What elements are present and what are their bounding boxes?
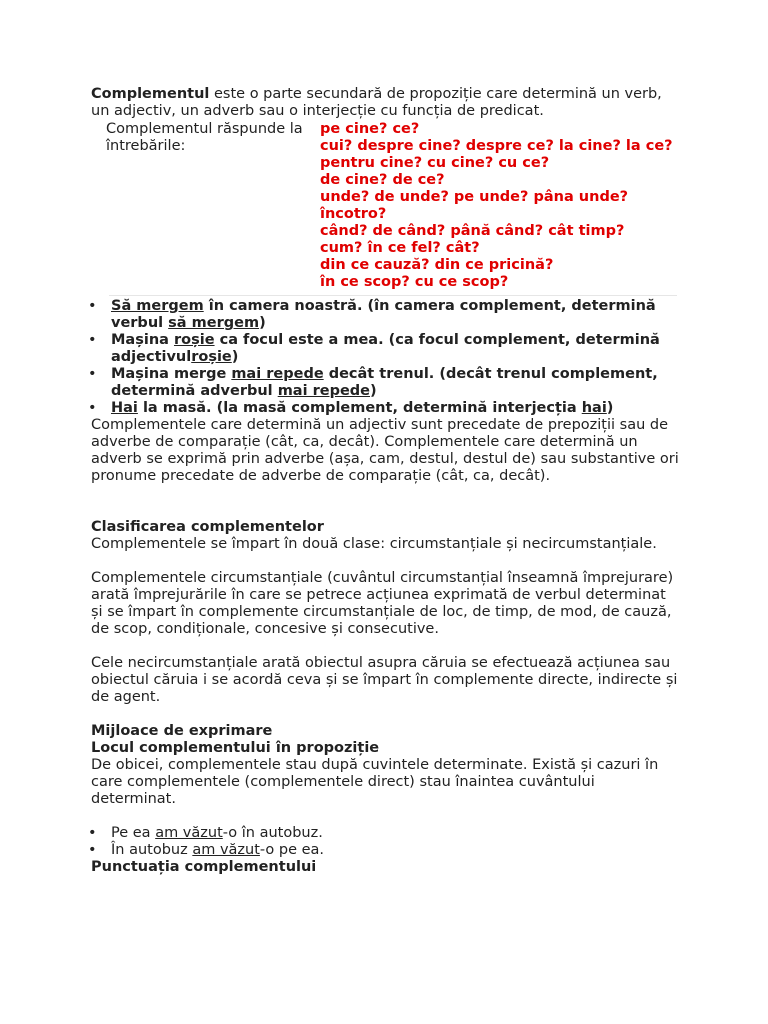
example-text: Mașina merge [111, 366, 232, 382]
example-text: în camera noastră. (în camera complement, determină verbul [111, 298, 656, 331]
example-text: ) [606, 400, 614, 416]
location-heading: Locul complementului în propoziție [91, 740, 380, 756]
bullet-icon: • [88, 842, 97, 858]
list-item [88, 298, 681, 332]
section-heading [91, 519, 681, 536]
paragraph: Complementele circumstanțiale (cuvântul circumstanțial înseamnă împrejurare) arată împrejurările în care se petrece acțiunea exprimată de verbul determinat și se împart în complemente circumstanțiale de loc, de timp, de mod, de cauză, de scop, condiționale, concesive și consecutive. [91, 570, 674, 637]
questions-table [91, 121, 681, 291]
punctuation-heading: Punctuația complementului [91, 859, 317, 875]
example-text: -o în autobuz. [222, 825, 323, 841]
example-text: la masă. (la masă complement, determină interjecția [137, 400, 582, 416]
example-text: ) [259, 315, 266, 331]
intro-term: Complementul [91, 86, 210, 102]
example-text: decât trenul. (decât trenul complement, determină adverbul [111, 366, 658, 399]
example-text: ) [370, 383, 377, 399]
underlined-word: Hai [111, 400, 138, 416]
questions-list [320, 121, 681, 291]
list-item [88, 825, 681, 842]
underlined-word: mai repede [277, 383, 371, 399]
underlined-word: Să mergem [111, 298, 204, 314]
question-item: cum? în ce fel? cât? [320, 240, 480, 256]
bullet-icon: • [88, 825, 97, 841]
underlined-word: am văzut [155, 825, 223, 841]
example-text: În autobuz [111, 842, 193, 858]
intro-paragraph [91, 86, 681, 120]
list-item [88, 842, 681, 859]
adverbs-paragraph: Complementele care determină un adjectiv sunt precedate de prepoziții sau de adverbe de comparație (cât, ca, decât). Complementele care determină un adverb se exprimă prin adverbe (așa, cam, destul, destul de) sau substantive ori pronume precedate de adverbe de comparație (cât, ca, decât). [91, 417, 679, 484]
example-text: Pe ea [111, 825, 156, 841]
section-subheading [91, 740, 681, 757]
paragraph: De obicei, complementele stau după cuvintele determinate. Există și cazuri în care complementele (complementele direct) stau înaintea cuvântului determinat. [91, 757, 659, 807]
bullet-icon: • [88, 400, 97, 416]
example-text: -o pe ea. [259, 842, 325, 858]
question-item: când? de când? până când? cât timp? [320, 223, 625, 239]
examples-list [88, 298, 681, 417]
underlined-word: mai repede [231, 366, 324, 382]
section-heading [91, 859, 681, 876]
question-item: din ce cauză? din ce pricină? [320, 257, 554, 273]
location-examples-list [88, 825, 681, 859]
question-item: de cine? de ce? [320, 172, 445, 188]
paragraph: Cele necircumstanțiale arată obiectul asupra căruia se efectuează acțiunea sau obiectul căruia i se acordă ceva și se împart în complemente directe, indirecte și de agent. [91, 655, 678, 705]
list-item [88, 366, 681, 400]
underlined-word: am văzut [192, 842, 260, 858]
questions-label: Complementul răspunde la întrebările: [106, 121, 303, 154]
document-body [88, 86, 681, 876]
example-text: ) [231, 349, 239, 365]
section-heading [91, 723, 681, 740]
underlined-word: roșie [173, 332, 215, 348]
example-text: Mașina [111, 332, 174, 348]
question-item: unde? de unde? pe unde? pâna unde? încotro? [320, 189, 629, 222]
question-item: pe cine? ce? [320, 121, 420, 137]
classification-heading: Clasificarea complementelor [91, 519, 324, 535]
example-text: ca focul este a mea. (ca focul complement, determină adjectivul [111, 332, 660, 365]
list-item [88, 332, 681, 366]
list-item [88, 400, 681, 417]
bullet-icon: • [88, 366, 97, 382]
question-item: în ce scop? cu ce scop? [320, 274, 509, 290]
bullet-icon: • [88, 298, 97, 314]
question-item: cui? despre cine? despre ce? la cine? la ce? pentru cine? cu cine? cu ce? [320, 138, 673, 171]
divider [109, 295, 677, 296]
underlined-word: hai [581, 400, 607, 416]
paragraph: Complementele se împart în două clase: circumstanțiale și necircumstanțiale. [91, 536, 657, 552]
means-heading: Mijloace de exprimare [91, 723, 273, 739]
bullet-icon: • [88, 332, 97, 348]
intro-text: este o parte secundară de propoziție care determină un verb, un adjectiv, un adverb sau o interjecție cu funcția de predicat. [91, 86, 662, 119]
underlined-word: roșie [191, 349, 232, 365]
underlined-word: să mergem [168, 315, 260, 331]
